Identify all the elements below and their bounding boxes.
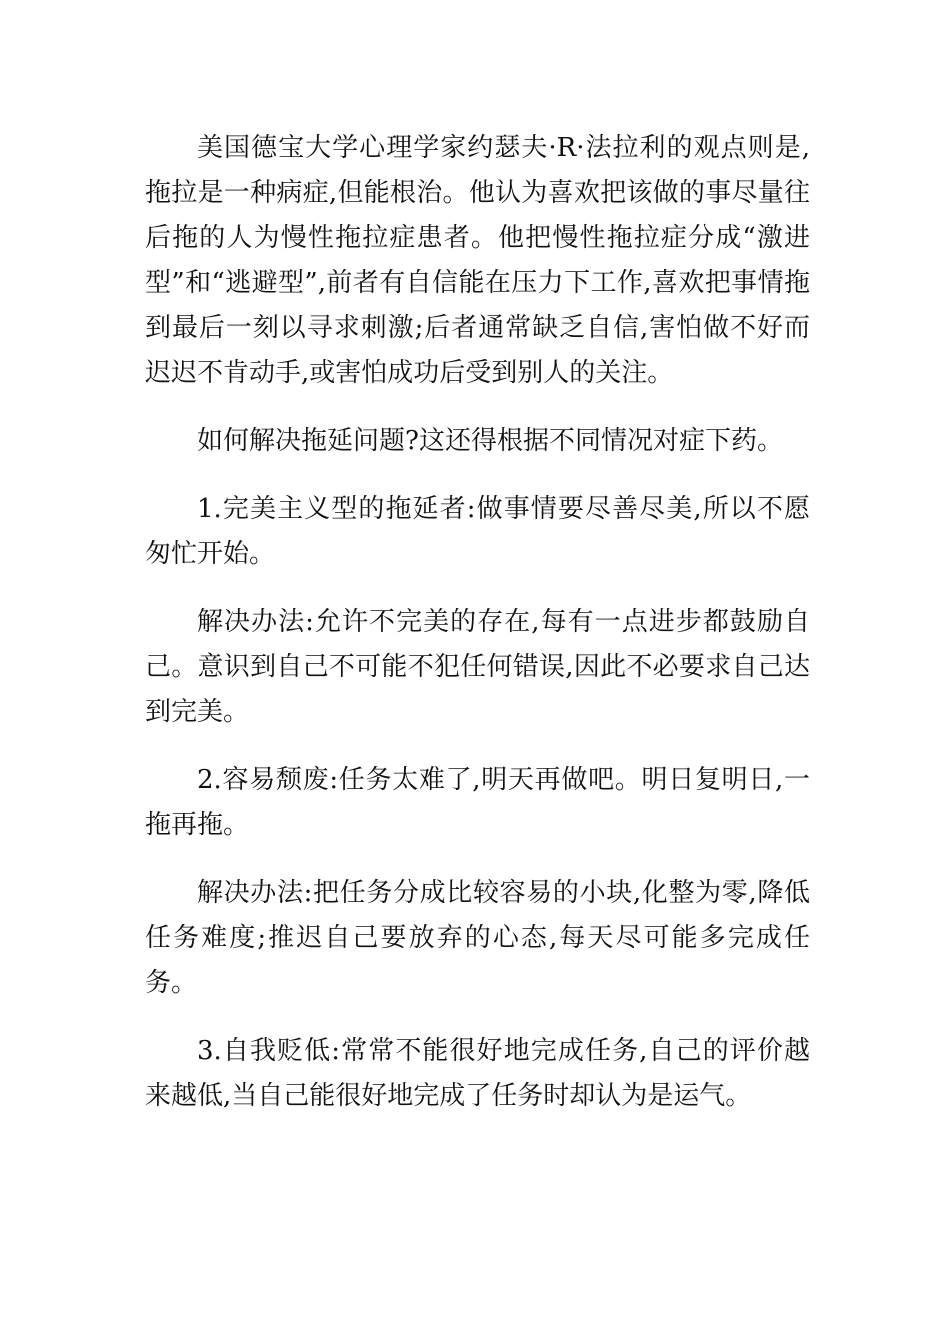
paragraph-farrari-view: 美国德宝大学心理学家约瑟夫·R·法拉利的观点则是,拖拉是一种病症,但能根治。他认为喜欢把该做的事尽量往后拖的人为慢性拖拉症患者。他把慢性拖拉症分成“激进型”和“逃避型”,前者有自信能在压力下工作,喜欢把事情拖到最后一刻以寻求刺激;后者通常缺乏自信,害怕做不好而迟迟不肯动手,或害怕成功后受到别人的关注。 [145,133,810,388]
paragraph-type-discouraged: 2.容易颓废:任务太难了,明天再做吧。明日复明日,一拖再拖。 [145,765,810,840]
paragraph-how-to-solve: 如何解决拖延问题?这还得根据不同情况对症下药。 [197,426,783,456]
paragraph-type-perfectionist: 1.完美主义型的拖延者:做事情要尽善尽美,所以不愿匆忙开始。 [145,494,810,569]
paragraph-type-self-deprecating: 3.自我贬低:常常不能很好地完成任务,自己的评价越来越低,当自己能很好地完成了任务时却认为是运气。 [145,1036,810,1111]
document-body [145,126,810,1142]
paragraph-solution-perfectionist: 解决办法:允许不完美的存在,每有一点进步都鼓励自己。意识到自己不可能不犯任何错误,因此不必要求自己达到完美。 [145,607,810,727]
paragraph-solution-discouraged: 解决办法:把任务分成比较容易的小块,化整为零,降低任务难度;推迟自己要放弃的心态,每天尽可能多完成任务。 [145,878,810,998]
